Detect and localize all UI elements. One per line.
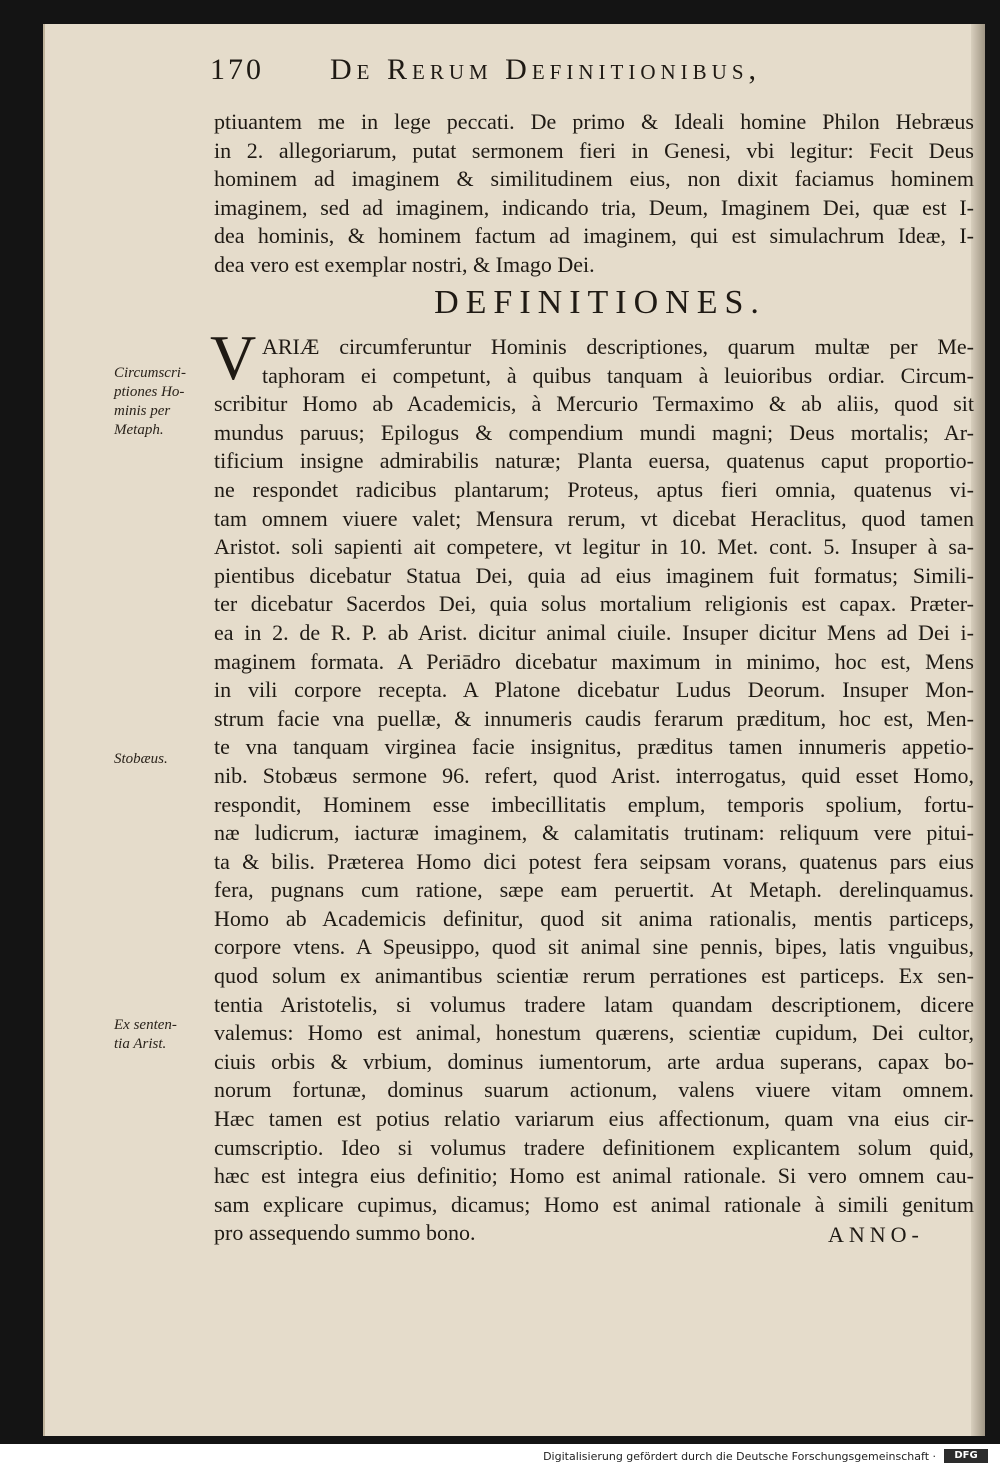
margin-note-line: Stobæus. <box>114 751 168 767</box>
text-line: dea hominis, & hominem factum ad imaginem, qui est simulachrum Ideæ, I- <box>214 223 974 249</box>
text-line: cumscriptio. Ideo si volumus tradere definitionem explicantem solum quid, <box>214 1134 974 1160</box>
text-line: in vili corpore recepta. A Platone dicebatur Ludus Deorum. Insuper Mon- <box>214 677 974 703</box>
main-paragraph <box>214 333 974 1248</box>
section-heading: DEFINITIONES. <box>434 284 766 321</box>
margin-note-line: Ex senten- <box>114 1017 177 1033</box>
margin-note-stobaeus <box>114 750 204 769</box>
drop-cap: V <box>210 322 257 393</box>
text-line: ARIÆ circumferuntur Hominis descriptiones, quarum multæ per Me- <box>262 334 974 359</box>
running-head <box>210 52 870 88</box>
text-line: scribitur Homo ab Academicis, à Mercurio Termaximo & ab aliis, quod sit <box>214 391 974 417</box>
margin-note-line: Metaph. <box>114 422 164 438</box>
text-line: corpore vtens. A Speusippo, quod sit animal sine pennis, bipes, latis vnguibus, <box>214 934 974 960</box>
text-line: nib. Stobæus sermone 96. refert, quod Arist. interrogatus, quid esset Homo, <box>214 762 974 788</box>
text-line: pientibus dicebatur Statua Dei, quia ad eius imaginem fuit formatus; Simili- <box>214 562 974 588</box>
margin-note-aristotle <box>114 1016 204 1054</box>
text-line: Hæc tamen est potius relatio variarum eius affectionum, quam vna eius cir- <box>214 1106 974 1132</box>
text-line: hominem ad imaginem & similitudinem eius, non dixit faciamus hominem <box>214 166 974 192</box>
text-line: fera, pugnans cum ratione, sæpe eam peruertit. At Metaph. derelinquamus. <box>214 877 974 903</box>
catchword: ANNO- <box>828 1222 924 1247</box>
text-line: ne respondet radicibus plantarum; Proteus, aptus fieri omnia, quatenus vi- <box>214 476 974 502</box>
text-line: taphoram ei competunt, à quibus tanquam à leuioribus ordiar. Circum- <box>262 362 974 388</box>
digitization-footer <box>0 1444 1000 1468</box>
text-line: norum fortunæ, dominus suarum actionum, valens viuere vitam omnem. <box>214 1077 974 1103</box>
margin-note-line: Circumscri- <box>114 365 186 381</box>
text-line: maginem formata. A Periādro dicebatur maximum in minimo, hoc est, Mens <box>214 648 974 674</box>
margin-note-line: ptiones Ho- <box>114 384 185 400</box>
text-line: quod solum ex animantibus scientiæ rerum perrationes est particeps. Ex sen- <box>214 963 974 989</box>
text-line: ciuis orbis & vrbium, dominus iumentorum, arte ardua superans, capax bo- <box>214 1048 974 1074</box>
margin-note-metaphor <box>114 364 204 440</box>
dfg-logo: DFG <box>944 1449 988 1463</box>
text-line: te vna tanquam virginea facie insignitus, præditus tamen innumeris appetio- <box>214 734 974 760</box>
text-line: ter dicebatur Sacerdos Dei, quia solus mortalium religionis est capax. Præter- <box>214 591 974 617</box>
margin-note-line: tia Arist. <box>114 1036 167 1052</box>
text-line: respondit, Hominem esse imbecillitatis emplum, temporis spolium, fortu- <box>214 791 974 817</box>
intro-paragraph <box>214 108 974 280</box>
text-line: imaginem, sed ad imaginem, indicando tria, Deum, Imaginem Dei, quæ est I- <box>214 194 974 220</box>
text-line: tam omnem viuere valet; Mensura rerum, vt dicebat Heraclitus, quod tamen <box>214 505 974 531</box>
text-line: ea in 2. de R. P. ab Arist. dicitur animal ciuile. Insuper dicitur Mens ad Dei i- <box>214 619 974 645</box>
text-line: dea vero est exemplar nostri, & Imago Dei. <box>214 251 595 277</box>
text-line: tificium insigne admirabilis naturæ; Planta euersa, quatenus caput proportio- <box>214 448 974 474</box>
text-line: strum facie vna puellæ, & innumeris caudis ferarum præditum, hoc est, Men- <box>214 705 974 731</box>
margin-note-line: minis per <box>114 403 171 419</box>
text-line: ptiuantem me in lege peccati. De primo & Ideali homine Philon Hebræus <box>214 109 974 134</box>
text-line: Aristot. soli sapienti ait competere, vt legitur in 10. Met. cont. 5. Insuper à sa- <box>214 534 974 560</box>
running-title: De Rerum Definitionibus, <box>330 53 761 86</box>
text-line: ta & bilis. Præterea Homo dici potest fera seipsam vorans, quatenus pars eius <box>214 848 974 874</box>
text-line: tentia Aristotelis, si volumus tradere latam quandam descriptionem, dicere <box>214 991 974 1017</box>
page-number: 170 <box>210 53 264 86</box>
text-line: pro assequendo summo bono. <box>214 1220 476 1246</box>
text-line: Homo ab Academicis definitur, quod sit anima rationalis, mentis particeps, <box>214 905 974 931</box>
text-line: næ ludicrum, iacturæ imaginem, & calamitatis trutinam: reliquum vere pitui- <box>214 820 974 846</box>
text-line: valemus: Homo est animal, honestum quærens, scientiæ cupidum, Dei cultor, <box>214 1020 974 1046</box>
text-line: sam explicare cupimus, dicamus; Homo est animal rationale à simili genitum <box>214 1191 974 1217</box>
text-line: hæc est integra eius definitio; Homo est animal rationale. Si vero omnem cau- <box>214 1163 974 1189</box>
text-line: in 2. allegoriarum, putat sermonem fieri in Genesi, vbi legitur: Fecit Deus <box>214 137 974 163</box>
text-line: mundus paruus; Epilogus & compendium mundi magni; Deus mortalis; Ar- <box>214 419 974 445</box>
funding-credit: Digitalisierung gefördert durch die Deutsche Forschungsgemeinschaft · <box>543 1450 936 1463</box>
